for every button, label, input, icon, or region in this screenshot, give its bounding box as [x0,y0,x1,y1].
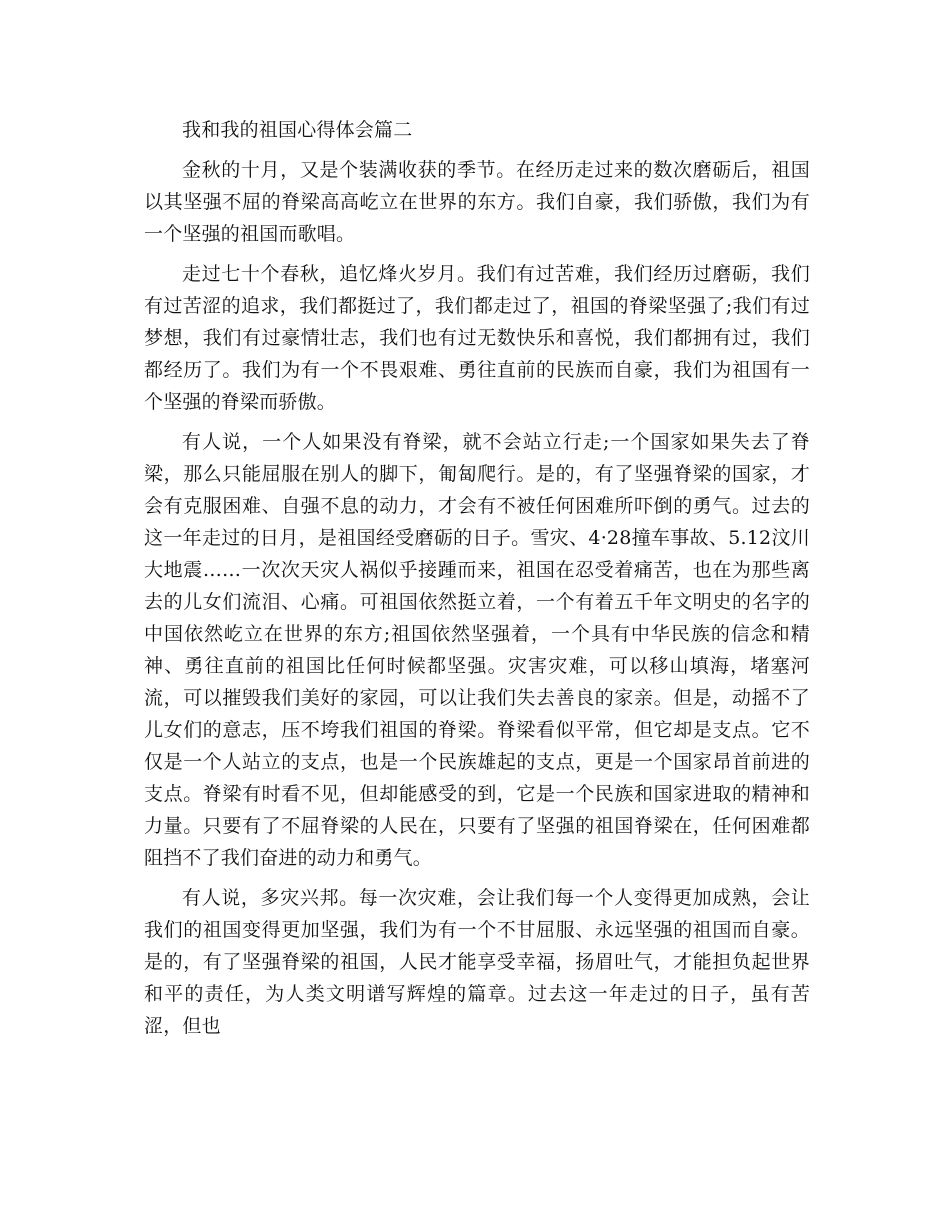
paragraph-2: 走过七十个春秋，追忆烽火岁月。我们有过苦难，我们经历过磨砺，我们有过苦涩的追求，我们都挺过了，我们都走过了，祖国的脊梁坚强了;我们有过梦想，我们有过豪情壮志，我们也有过无数快乐和喜悦，我们都拥有过，我们都经历了。我们为有一个不畏艰难、勇往直前的民族而自豪，我们为祖国有一个坚强的脊梁而骄傲。 [144,263,810,413]
document-title: 我和我的祖国心得体会篇二 [182,119,413,141]
paragraph-4: 有人说，多灾兴邦。每一次灾难，会让我们每一个人变得更加成熟，会让我们的祖国变得更加坚强，我们为有一个不甘屈服、永远坚强的祖国而自豪。是的，有了坚强脊梁的祖国，人民才能享受幸福，扬眉吐气，才能担负起世界和平的责任，为人类文明谱写辉煌的篇章。过去这一年走过的日子，虽有苦涩，但也 [144,887,810,1037]
document-body [144,114,810,1050]
paragraph-3: 有人说，一个人如果没有脊梁，就不会站立行走;一个国家如果失去了脊梁，那么只能屈服在别人的脚下，匍匐爬行。是的，有了坚强脊梁的国家，才会有克服困难、自强不息的动力，才会有不被任何困难所吓倒的勇气。过去的这一年走过的日月，是祖国经受磨砺的日子。雪灾、4·28撞车事故、5.12汶川大地震……一次次天灾人祸似乎接踵而来，祖国在忍受着痛苦，也在为那些离去的儿女们流泪、心痛。可祖国依然挺立着，一个有着五千年文明史的名字的中国依然屹立在世界的东方;祖国依然坚强着，一个具有中华民族的信念和精神、勇往直前的祖国比任何时候都坚强。灾害灾难，可以移山填海，堵塞河流，可以摧毁我们美好的家园，可以让我们失去善良的家亲。但是，动摇不了儿女们的意志，压不垮我们祖国的脊梁。脊梁看似平常，但它却是支点。它不仅是一个人站立的支点，也是一个民族雄起的支点，更是一个国家昂首前进的支点。脊梁有时看不见，但却能感受的到，它是一个民族和国家进取的精神和力量。只要有了不屈脊梁的人民在，只要有了坚强的祖国脊梁在，任何困难都阻挡不了我们奋进的动力和勇气。 [144,431,810,869]
paragraph-1: 金秋的十月，又是个装满收获的季节。在经历走过来的数次磨砺后，祖国以其坚强不屈的脊梁高高屹立在世界的东方。我们自豪，我们骄傲，我们为有一个坚强的祖国而歌唱。 [144,159,810,245]
